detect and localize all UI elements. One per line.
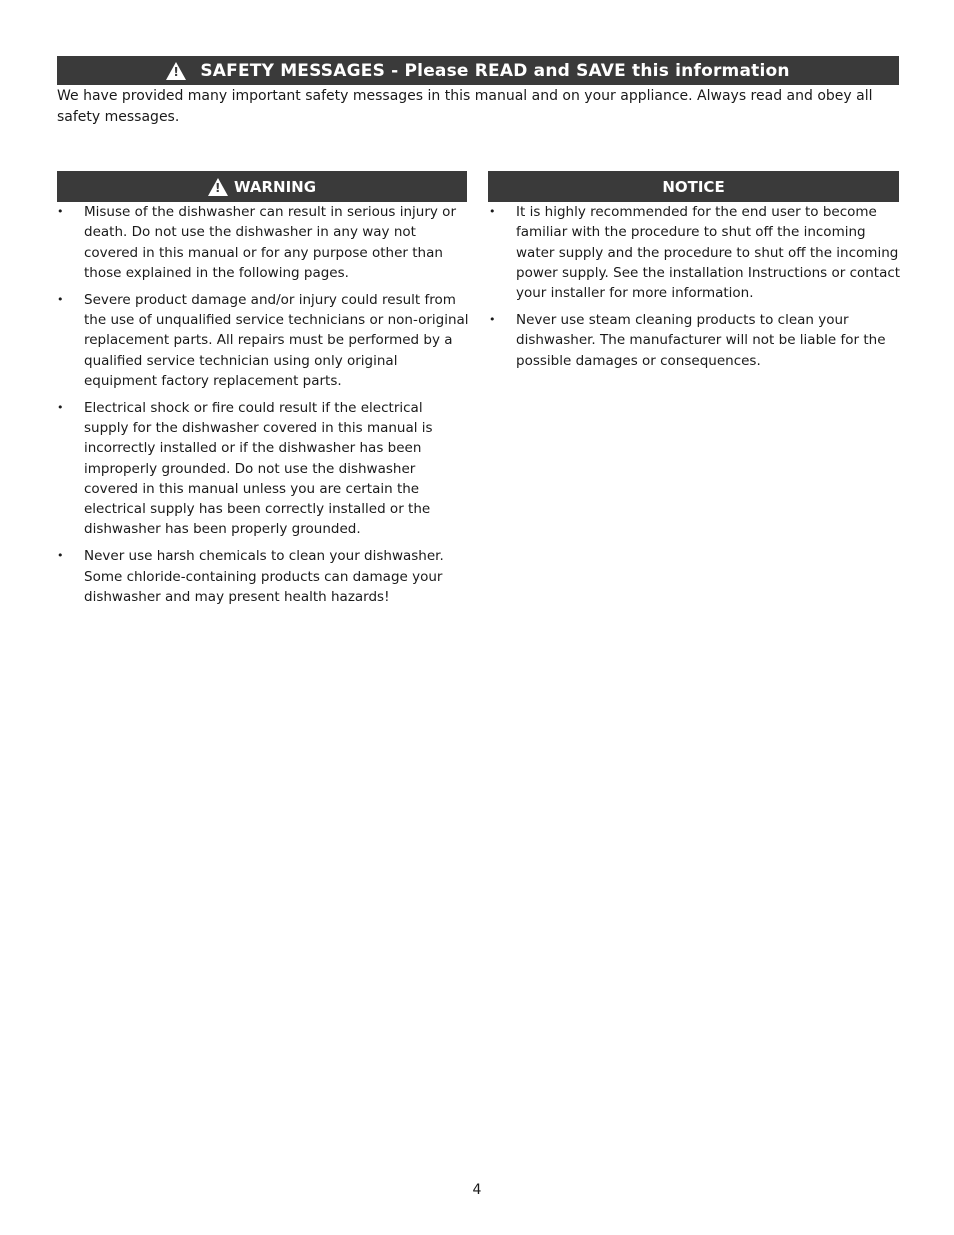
intro-text: We have provided many important safety messages in this manual and on your appliance. Always read and obey all safety messages. bbox=[57, 88, 873, 125]
warning-title: WARNING bbox=[233, 177, 317, 196]
warning-triangle-icon bbox=[208, 178, 228, 196]
notice-title: NOTICE bbox=[662, 177, 725, 196]
page-number: 4 bbox=[472, 1182, 482, 1198]
banner-title: SAFETY MESSAGES - Please READ and SAVE this information bbox=[200, 60, 790, 81]
warning-item: • Severe product damage and/or injury could result from the use of unqualified service technicians or non-original replacement parts. All repairs must be performed by a qualified service technician using only original equipment factory replacement parts. bbox=[57, 290, 469, 391]
warning-item: • Electrical shock or fire could result if the electrical supply for the dishwasher covered in this manual is incorrectly installed or if the dishwasher has been improperly grounded. Do not use the dishwasher covered in this manual unless you are certain the electrical supply has been correctly installed or the dishwasher has been properly grounded. bbox=[57, 398, 469, 540]
warning-item: • Never use harsh chemicals to clean your dishwasher. Some chloride-containing products can damage your dishwasher and may present health hazards! bbox=[57, 546, 469, 607]
warning-item: • Misuse of the dishwasher can result in serious injury or death. Do not use the dishwasher in any way not covered in this manual or for any purpose other than those explained in the following pages. bbox=[57, 202, 469, 283]
safety-messages-banner bbox=[57, 56, 899, 85]
warning-header bbox=[57, 171, 467, 202]
notice-item: • Never use steam cleaning products to clean your dishwasher. The manufacturer will not be liable for the possible damages or consequences. bbox=[489, 310, 901, 371]
warning-list bbox=[57, 202, 469, 614]
notice-item: • It is highly recommended for the end user to become familiar with the procedure to shut off the incoming water supply and the procedure to shut off the incoming power supply. See the installation Instructions or contact your installer for more information. bbox=[489, 202, 901, 303]
warning-triangle-icon bbox=[166, 62, 186, 80]
notice-header bbox=[488, 171, 899, 202]
notice-list bbox=[489, 202, 901, 377]
